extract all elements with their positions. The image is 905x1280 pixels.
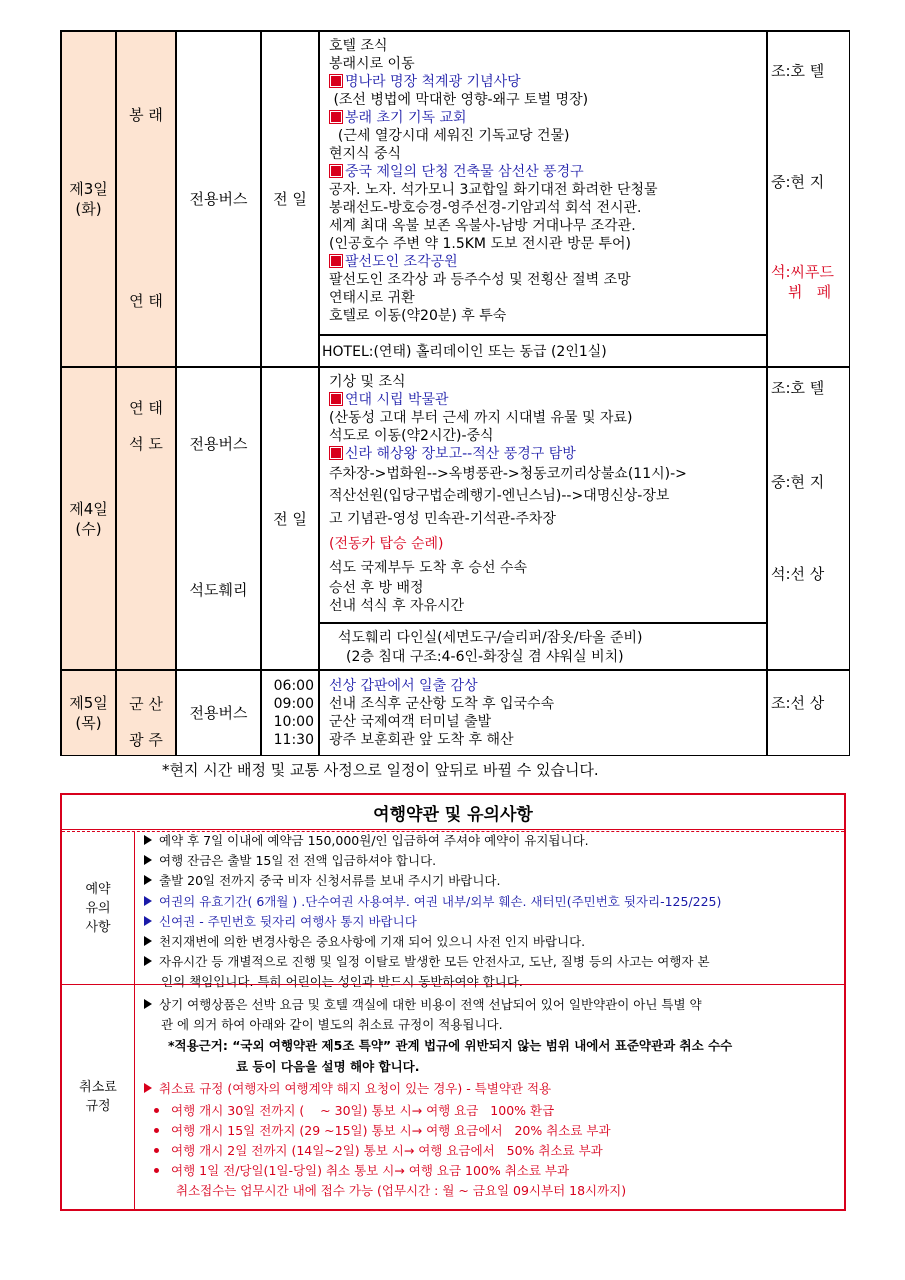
- schedule-line: (근세 열강시대 세워진 기독교당 건물): [329, 128, 570, 144]
- terms-box: [60, 793, 846, 1211]
- cancel-rule-item: 여행 개시 15일 전까지 (29 ~15일) 통보 시→ 여행 요금에서 20% 취소료 부과: [150, 1121, 611, 1141]
- schedule-line: 신라 해상왕 장보고--적산 풍경구 탐방: [329, 445, 687, 463]
- schedule-line: 선내 석식 후 자유시간: [329, 598, 465, 614]
- notice-item: 인의 책임입니다. 특히 어린이는 성인과 반드시 동반하여야 합니다.: [161, 974, 523, 990]
- time-slot: 06:00: [273, 678, 314, 694]
- day5-schedule: [319, 670, 767, 756]
- schedule-line: 봉래시로 이동: [329, 56, 415, 72]
- day4-meal-breakfast: 조:호 텔: [771, 379, 825, 397]
- day5-transport: 전용버스: [176, 670, 261, 756]
- schedule-line: 봉래 초기 기독 교회: [329, 109, 658, 127]
- cancel-rule-item: 관 에 의거 하여 아래와 같이 별도의 취소료 규정이 적용됩니다.: [161, 1017, 503, 1032]
- itinerary-note: *현지 시간 배정 및 교통 사정으로 일정이 앞뒤로 바뀔 수 있습니다.: [162, 761, 599, 779]
- schedule-line: 봉래선도-방호승경-영주선경-기암괴석 회석 전시관.: [329, 200, 642, 216]
- section2-body: [144, 985, 844, 1209]
- day4-hotel-1: 석도훼리 다인실(세면도구/슬리퍼/잠옷/타올 준비): [338, 630, 643, 646]
- schedule-line: 광주 보훈회관 앞 도착 후 해산: [329, 732, 514, 748]
- notice-item: 여행 잔금은 출발 15일 전 전액 입금하셔야 합니다.: [144, 851, 436, 871]
- schedule-line: 명나라 명장 척계광 기념사당: [329, 73, 658, 91]
- cancel-rule-item: 여행 개시 2일 전까지 (14일~2일) 통보 시→ 여행 요금에서 50% 취소료 부과: [150, 1141, 603, 1161]
- cancel-rule-item: 료 등이 다음을 설명 해야 합니다.: [236, 1059, 420, 1074]
- schedule-line: 주차장->법화원-->옥병풍관->청동코끼리상불쇼(11시)->: [329, 466, 687, 482]
- schedule-line: (산동성 고대 부터 근세 까지 시대별 유물 및 자료): [329, 410, 633, 426]
- day3-schedule-lines: [329, 37, 658, 325]
- square-bullet-icon: [330, 447, 342, 459]
- schedule-line: 고 기념관-영성 민속관-기석관-주차장: [329, 511, 556, 527]
- day4-schedule-lines: [329, 373, 687, 615]
- cancel-rule-item: 취소접수는 업무시간 내에 접수 가능 (업무시간 : 월 ~ 금요일 09시부터 18시까지): [176, 1183, 627, 1198]
- day5-meal-breakfast: 조:선 상: [771, 694, 825, 712]
- time-slot: 10:00: [273, 714, 314, 730]
- section1-label-text: [85, 880, 110, 937]
- dot-bullet-icon: [154, 1168, 159, 1173]
- dot-bullet-icon: [154, 1128, 159, 1133]
- schedule-line: 호텔 조식: [329, 38, 388, 54]
- cancel-rule-item: *적용근거: “국외 여행약관 제5조 특약” 관계 법규에 위반되지 않는 범위 내에서 표준약관과 취소 수수: [168, 1038, 733, 1053]
- dot-bullet-icon: [154, 1148, 159, 1153]
- cancel-rule-item: 취소료 규정 (여행자의 여행계약 해지 요청이 있는 경우) - 특별약관 적용: [144, 1079, 551, 1099]
- day5-place-1: 군 산: [129, 695, 163, 713]
- day4-transport-cell: [176, 367, 261, 670]
- day3-transport: 전용버스: [176, 30, 261, 367]
- day3-hotel-cell: [319, 335, 767, 367]
- day3-time: 전 일: [261, 30, 319, 367]
- day4-places: [116, 367, 176, 670]
- square-bullet-icon: [330, 393, 342, 405]
- cancel-rule-item: 여행 개시 30일 전까지 ( ~ 30일) 통보 시→ 여행 요금 100% 환급: [150, 1101, 554, 1121]
- schedule-line: 선내 조식후 군산항 도착 후 입국수속: [329, 696, 555, 712]
- triangle-bullet-icon: [144, 916, 152, 926]
- day4-meals: [767, 367, 850, 670]
- schedule-line: 선상 갑판에서 일출 감상: [329, 678, 478, 694]
- triangle-bullet-icon: [144, 999, 152, 1009]
- schedule-line: 연대 시립 박물관: [329, 391, 687, 409]
- schedule-line: 중국 제일의 단청 건축물 삼선산 풍경구: [329, 163, 658, 181]
- schedule-line: 석도 국제부두 도착 후 승선 수속: [329, 560, 528, 576]
- schedule-line: (전동카 탑승 순례): [329, 536, 444, 552]
- section2-label: [62, 985, 135, 1209]
- section-label-line: 예약: [85, 881, 111, 897]
- day5-times: [261, 670, 319, 756]
- day4-hotel-2: (2층 침대 구조:4-6인-화장실 겸 샤워실 비치): [346, 649, 624, 665]
- triangle-bullet-icon: [144, 896, 152, 906]
- notice-item: 천지재변에 의한 변경사항은 중요사항에 기재 되어 있으니 사전 인지 바랍니다.: [144, 932, 585, 952]
- day3-meals: [767, 30, 850, 367]
- day5-schedule-lines: [329, 677, 554, 749]
- schedule-line: 공자. 노자. 석가모니 3교합일 화기대전 화려한 단청물: [329, 182, 658, 198]
- schedule-line: 현지식 중식: [329, 146, 402, 162]
- schedule-line: 석도로 이동(약2시간)-중식: [329, 428, 494, 444]
- section1-label: [62, 832, 135, 984]
- day5-meals: [767, 670, 850, 756]
- day4-label: 제4일 (수): [60, 367, 116, 670]
- schedule-line: (인공호수 주변 약 1.5KM 도보 전시관 방문 투어): [329, 236, 631, 252]
- section-label-line: 유의: [85, 900, 111, 916]
- notice-item: 신여권 - 주민번호 뒷자리 여행사 통지 바랍니다: [144, 912, 417, 932]
- section2-label-text: [79, 1078, 117, 1116]
- cancel-rule-item: 상기 여행상품은 선박 요금 및 호텔 객실에 대한 비용이 전액 선납되어 있어 일반약관이 아닌 특별 약: [144, 995, 702, 1015]
- schedule-line: 기상 및 조식: [329, 374, 406, 390]
- notice-item: 예약 후 7일 이내에 예약금 150,000원/인 입금하여 주셔야 예약이 유지됩니다.: [144, 831, 589, 851]
- schedule-line: 연태시로 귀환: [329, 290, 415, 306]
- schedule-line: 호텔로 이동(약20분) 후 투숙: [329, 308, 507, 324]
- square-bullet-icon: [330, 111, 342, 123]
- day4-hotel-cell: [319, 623, 767, 670]
- square-bullet-icon: [330, 75, 342, 87]
- day4-place-3: 석도훼리: [189, 581, 248, 599]
- triangle-bullet-icon: [144, 956, 152, 966]
- day4-place-2: 석 도: [129, 435, 163, 453]
- day5-time-list: [274, 677, 314, 749]
- square-bullet-icon: [330, 255, 342, 267]
- triangle-bullet-icon: [144, 835, 152, 845]
- day3-schedule: [319, 30, 767, 335]
- time-slot: 09:00: [273, 696, 314, 712]
- day3-place-2: 연 태: [129, 292, 163, 310]
- day5-place-2: 광 주: [129, 731, 163, 749]
- triangle-bullet-icon: [144, 936, 152, 946]
- day3-hotel: HOTEL:(연태) 홀리데이인 또는 동급 (2인1실): [322, 344, 607, 360]
- triangle-bullet-icon: [144, 1083, 152, 1093]
- day3-meal-dinner: 석:씨푸드: [771, 263, 835, 281]
- day4-time: 전 일: [261, 367, 319, 670]
- notice-item: 출발 20일 전까지 중국 비자 신청서류를 보내 주시기 바랍니다.: [144, 871, 500, 891]
- schedule-line: 군산 국제여객 터미널 출발: [329, 714, 492, 730]
- terms-title: 여행약관 및 유의사항: [62, 795, 844, 830]
- schedule-line: 세계 최대 옥불 보존 옥불사-남방 거대나무 조각관.: [329, 218, 636, 234]
- day4-transport: 전용버스: [189, 435, 248, 453]
- day3-place-1: 봉 래: [129, 106, 163, 124]
- day3-places: [116, 30, 176, 367]
- day4-place-1: 연 태: [129, 399, 163, 417]
- section1-body: [144, 829, 844, 990]
- schedule-line: 팔선도인 조각상 과 등주수성 및 전횡산 절벽 조망: [329, 272, 631, 288]
- schedule-line: 승선 후 방 배정: [329, 580, 424, 596]
- time-slot: 11:30: [273, 732, 314, 748]
- day4-meal-lunch: 중:현 지: [771, 473, 825, 491]
- section-label-line: 취소료: [79, 1080, 117, 1095]
- schedule-line: (조선 병법에 막대한 영향-왜구 토벌 명장): [329, 92, 589, 108]
- day4-schedule: [319, 367, 767, 623]
- day3-meal-breakfast: 조:호 텔: [771, 62, 825, 80]
- schedule-line: 적산선원(입당구법순례행기-엔닌스님)-->대명신상-장보: [329, 488, 670, 504]
- day3-meal-lunch: 중:현 지: [771, 173, 825, 191]
- square-bullet-icon: [330, 165, 342, 177]
- schedule-line: 팔선도인 조각공원: [329, 253, 658, 271]
- triangle-bullet-icon: [144, 855, 152, 865]
- day5-places: [116, 670, 176, 756]
- day4-meal-dinner: 석:선 상: [771, 565, 825, 583]
- day5-label: 제5일 (목): [60, 670, 116, 756]
- dot-bullet-icon: [154, 1108, 159, 1113]
- notice-item: 자유시간 등 개별적으로 진행 및 일정 이탈로 발생한 모든 안전사고, 도난, 질병 등의 사고는 여행자 본: [144, 952, 710, 972]
- notice-item: 여권의 유효기간( 6개월 ) .단수여권 사용여부. 여권 내부/외부 훼손. 새터민(주민번호 뒷자리-125/225): [144, 892, 721, 912]
- triangle-bullet-icon: [144, 875, 152, 885]
- day3-meal-dinner-2: 뷔 페: [788, 283, 832, 301]
- section-label-line: 규정: [85, 1099, 111, 1114]
- section-label-line: 사항: [85, 919, 111, 935]
- cancel-rule-item: 여행 1일 전/당일(1일-당일) 취소 통보 시→ 여행 요금 100% 취소료 부과: [150, 1161, 569, 1181]
- day3-label: 제3일 (화): [60, 30, 116, 367]
